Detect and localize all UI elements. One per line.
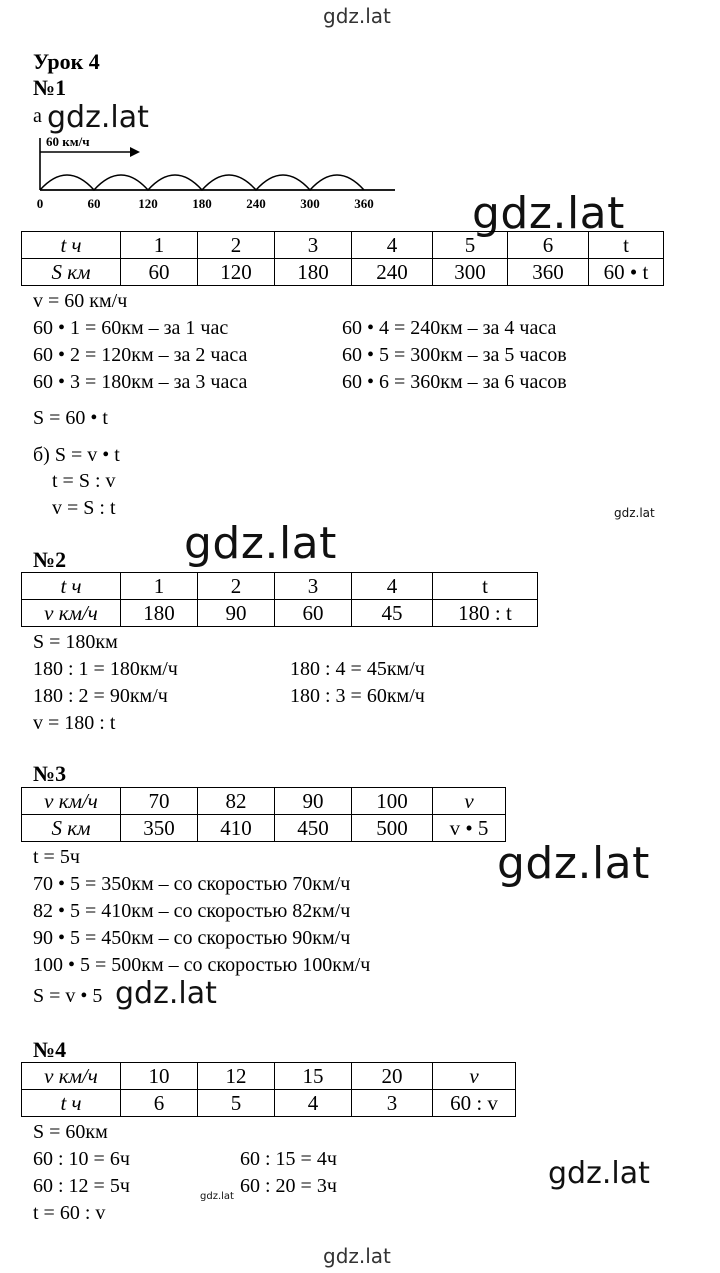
row-header: S км: [22, 259, 121, 286]
table-cell: 4: [352, 232, 433, 259]
equation: 90 • 5 = 450км – со скоростью 90км/ч: [33, 927, 351, 949]
tick-label: 120: [138, 196, 158, 211]
table-cell: 500: [352, 815, 433, 842]
table-cell: 12: [198, 1063, 275, 1090]
row-header: t ч: [22, 573, 121, 600]
table-cell: 120: [198, 259, 275, 286]
watermark-bottom: gdz.lat: [323, 1244, 391, 1268]
row-header: v км/ч: [22, 1063, 121, 1090]
table-row: [22, 259, 664, 286]
task-number: №3: [33, 761, 67, 786]
table-cell: 60 • t: [589, 259, 664, 286]
watermark-right-large: gdz.lat: [497, 838, 650, 889]
table-row: [22, 600, 538, 627]
tick-label: 60: [87, 196, 101, 211]
table-cell: 4: [275, 1090, 352, 1117]
equation: 70 • 5 = 350км – со скоростью 70км/ч: [33, 873, 351, 895]
equation: 60 : 12 = 5ч: [33, 1175, 130, 1197]
table-cell: 2: [198, 573, 275, 600]
table-cell: 90: [275, 788, 352, 815]
table-cell: 20: [352, 1063, 433, 1090]
table-cell: 90: [198, 600, 275, 627]
table-row: [22, 1090, 516, 1117]
watermark-top: gdz.lat: [323, 4, 391, 28]
table-row: [22, 232, 664, 259]
table-cell: 45: [352, 600, 433, 627]
row-header: v км/ч: [22, 788, 121, 815]
table-cell: 6: [508, 232, 589, 259]
equation: 60 : 20 = 3ч: [240, 1175, 337, 1197]
equation: 60 • 2 = 120км – за 2 часа: [33, 344, 248, 366]
table-row: [22, 788, 506, 815]
distance-line: S = 180км: [33, 631, 118, 653]
equation: 180 : 1 = 180км/ч: [33, 658, 178, 680]
table-cell: 3: [275, 573, 352, 600]
table-cell: 180: [275, 259, 352, 286]
task-number: №4: [33, 1037, 67, 1062]
table-cell: 3: [352, 1090, 433, 1117]
table-cell: t: [433, 573, 538, 600]
equation: 60 : 15 = 4ч: [240, 1148, 337, 1170]
watermark-inline: gdz.lat: [115, 976, 217, 1011]
equation: 60 : 10 = 6ч: [33, 1148, 130, 1170]
speed-line: v = 60 км/ч: [33, 290, 128, 312]
table-cell: 82: [198, 788, 275, 815]
speed-time-table: [21, 1062, 516, 1117]
table-cell: 60: [121, 259, 198, 286]
table-cell: 5: [433, 232, 508, 259]
formula: v = 180 : t: [33, 712, 116, 734]
equation: 180 : 4 = 45км/ч: [290, 658, 425, 680]
tick-label: 240: [246, 196, 266, 211]
table-cell: 360: [508, 259, 589, 286]
table-cell: 180: [121, 600, 198, 627]
table-cell: 300: [433, 259, 508, 286]
tick-label: 300: [300, 196, 320, 211]
table-cell: 1: [121, 573, 198, 600]
formula: S = v • 5: [33, 985, 103, 1007]
watermark-tiny: gdz.lat: [200, 1191, 234, 1202]
equation: 60 • 1 = 60км – за 1 час: [33, 317, 229, 339]
tick-label: 360: [354, 196, 374, 211]
speed-label: 60 км/ч: [46, 134, 90, 149]
table-cell: 60: [275, 600, 352, 627]
table-cell: 60 : v: [433, 1090, 516, 1117]
part-a-label: а: [33, 105, 42, 127]
table-cell: 100: [352, 788, 433, 815]
watermark-right-large: gdz.lat: [472, 188, 625, 239]
table-cell: v: [433, 1063, 516, 1090]
task-number: №1: [33, 75, 67, 100]
table-cell: 3: [275, 232, 352, 259]
lesson-title: Урок 4: [33, 49, 100, 74]
speed-distance-table: [21, 787, 506, 842]
number-line-diagram: [30, 132, 410, 212]
equation: 60 • 5 = 300км – за 5 часов: [342, 344, 567, 366]
equation: 60 • 4 = 240км – за 4 часа: [342, 317, 557, 339]
formula: v = S : t: [52, 497, 116, 519]
table-cell: t: [589, 232, 664, 259]
tick-label: 180: [192, 196, 212, 211]
equation: 60 • 6 = 360км – за 6 часов: [342, 371, 567, 393]
time-line: t = 5ч: [33, 846, 80, 868]
table-cell: 2: [198, 232, 275, 259]
watermark-right: gdz.lat: [548, 1156, 650, 1191]
row-header: t ч: [22, 232, 121, 259]
equation: 100 • 5 = 500км – со скоростью 100км/ч: [33, 954, 371, 976]
formula: t = 60 : v: [33, 1202, 106, 1224]
time-speed-table: [21, 572, 538, 627]
formula: S = 60 • t: [33, 407, 108, 429]
table-row: [22, 1063, 516, 1090]
table-cell: 5: [198, 1090, 275, 1117]
equation: 82 • 5 = 410км – со скоростью 82км/ч: [33, 900, 351, 922]
table-cell: 180 : t: [433, 600, 538, 627]
table-cell: 450: [275, 815, 352, 842]
equation: 60 • 3 = 180км – за 3 часа: [33, 371, 248, 393]
table-cell: 1: [121, 232, 198, 259]
table-cell: 6: [121, 1090, 198, 1117]
row-header: v км/ч: [22, 600, 121, 627]
table-cell: 240: [352, 259, 433, 286]
table-cell: 4: [352, 573, 433, 600]
table-row: [22, 815, 506, 842]
table-row: [22, 573, 538, 600]
task-number: №2: [33, 547, 67, 572]
table-cell: 15: [275, 1063, 352, 1090]
table-cell: 350: [121, 815, 198, 842]
formula: б) S = v • t: [33, 444, 120, 466]
watermark-tiny: gdz.lat: [614, 506, 655, 520]
table-cell: v: [433, 788, 506, 815]
time-distance-table: [21, 231, 664, 286]
row-header: t ч: [22, 1090, 121, 1117]
table-cell: 10: [121, 1063, 198, 1090]
equation: 180 : 3 = 60км/ч: [290, 685, 425, 707]
watermark-large: gdz.lat: [184, 518, 337, 569]
formula: t = S : v: [52, 470, 116, 492]
table-cell: v • 5: [433, 815, 506, 842]
watermark-inline: gdz.lat: [47, 100, 149, 135]
tick-label: 0: [36, 196, 44, 211]
table-cell: 70: [121, 788, 198, 815]
table-cell: 410: [198, 815, 275, 842]
equation: 180 : 2 = 90км/ч: [33, 685, 168, 707]
row-header: S км: [22, 815, 121, 842]
distance-line: S = 60км: [33, 1121, 108, 1143]
